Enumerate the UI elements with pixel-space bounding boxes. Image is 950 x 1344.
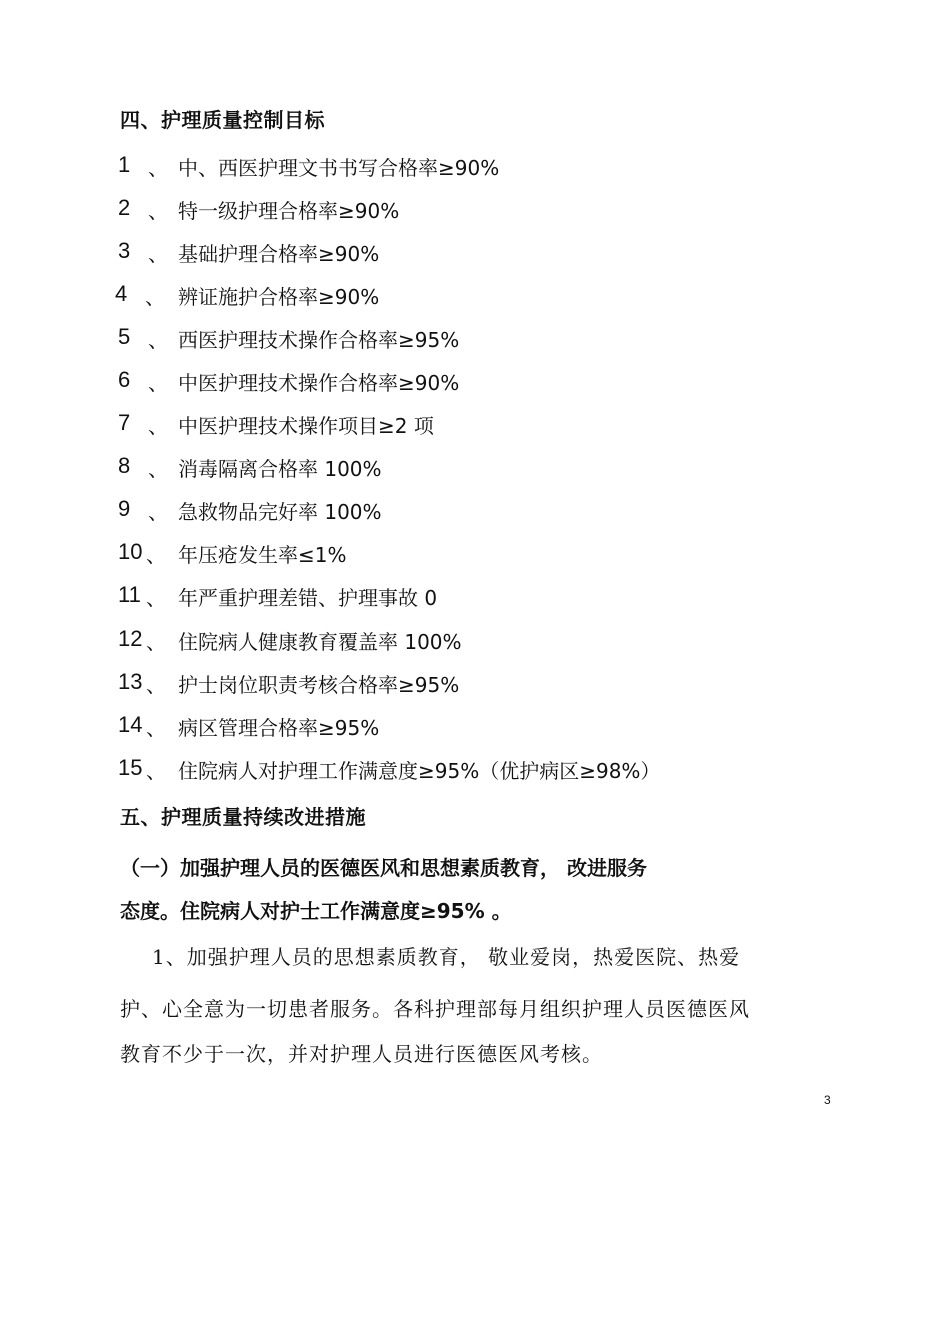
goal-item-number: 11: [118, 582, 141, 607]
goal-item-number: 9: [118, 496, 131, 521]
goal-item-text: 中、西医护理文书书写合格率≥90%: [178, 156, 500, 180]
goal-item-number: 10: [118, 539, 143, 564]
goal-item-number: 13: [118, 669, 143, 694]
goal-item-separator: 、: [148, 457, 168, 481]
goal-item-text: 中医护理技术操作合格率≥90%: [178, 371, 460, 395]
section-5-heading: 五、护理质量持续改进措施: [120, 805, 366, 829]
goal-item-separator: 、: [146, 586, 166, 610]
goal-item-text: 年严重护理差错、护理事故 0: [178, 586, 438, 610]
goal-item-separator: 、: [148, 500, 168, 524]
goal-item-separator: 、: [146, 543, 166, 567]
goal-item-separator: 、: [148, 242, 168, 266]
goal-item-text: 西医护理技术操作合格率≥95%: [178, 328, 460, 352]
paragraph-line-2: 护、心全意为一切患者服务。各科护理部每月组织护理人员医德医风: [120, 997, 750, 1021]
goal-item-separator: 、: [145, 285, 165, 309]
goal-item-number: 1: [118, 152, 131, 177]
goal-item-text: 年压疮发生率≤1%: [178, 543, 347, 567]
goal-item-text: 病区管理合格率≥95%: [178, 716, 380, 740]
goal-item-separator: 、: [148, 199, 168, 223]
goal-item-number: 7: [118, 410, 131, 435]
goal-item-text: 急救物品完好率 100%: [178, 500, 382, 524]
subsection-heading-line-2: 态度。住院病人对护士工作满意度≥95% 。: [120, 899, 512, 923]
goal-item-number: 12: [118, 626, 143, 651]
goal-item-text: 护士岗位职责考核合格率≥95%: [178, 673, 460, 697]
goal-item-text: 消毒隔离合格率 100%: [178, 457, 382, 481]
goal-item-separator: 、: [148, 328, 168, 352]
goal-item-separator: 、: [148, 371, 168, 395]
goal-item-number: 5: [118, 324, 131, 349]
paragraph-line-3: 教育不少于一次，并对护理人员进行医德医风考核。: [120, 1042, 603, 1066]
goal-item-text: 住院病人对护理工作满意度≥95%（优护病区≥98%）: [178, 759, 661, 783]
subsection-heading-line-1: （一）加强护理人员的医德医风和思想素质教育， 改进服务: [120, 856, 647, 880]
goal-item-number: 2: [118, 195, 131, 220]
section-4-heading: 四、护理质量控制目标: [120, 108, 325, 132]
goal-item-separator: 、: [146, 716, 166, 740]
goal-item-number: 15: [118, 755, 143, 780]
goal-item-separator: 、: [146, 759, 166, 783]
goal-item-number: 14: [118, 712, 143, 737]
goal-item-number: 8: [118, 453, 131, 478]
goal-item-separator: 、: [146, 630, 166, 654]
paragraph-line-1: 1、加强护理人员的思想素质教育， 敬业爱岗，热爱医院、热爱: [152, 945, 741, 969]
goal-item-text: 特一级护理合格率≥90%: [178, 199, 400, 223]
goal-item-text: 住院病人健康教育覆盖率 100%: [178, 630, 462, 654]
page-number: 3: [824, 1093, 831, 1107]
goal-item-number: 3: [118, 238, 131, 263]
goal-item-separator: 、: [146, 673, 166, 697]
goal-item-text: 中医护理技术操作项目≥2 项: [178, 414, 434, 438]
goal-item-separator: 、: [148, 414, 168, 438]
goal-item-text: 辨证施护合格率≥90%: [178, 285, 380, 309]
goal-item-number: 4: [115, 281, 128, 306]
goal-item-number: 6: [118, 367, 131, 392]
goal-item-separator: 、: [148, 156, 168, 180]
goal-item-text: 基础护理合格率≥90%: [178, 242, 380, 266]
